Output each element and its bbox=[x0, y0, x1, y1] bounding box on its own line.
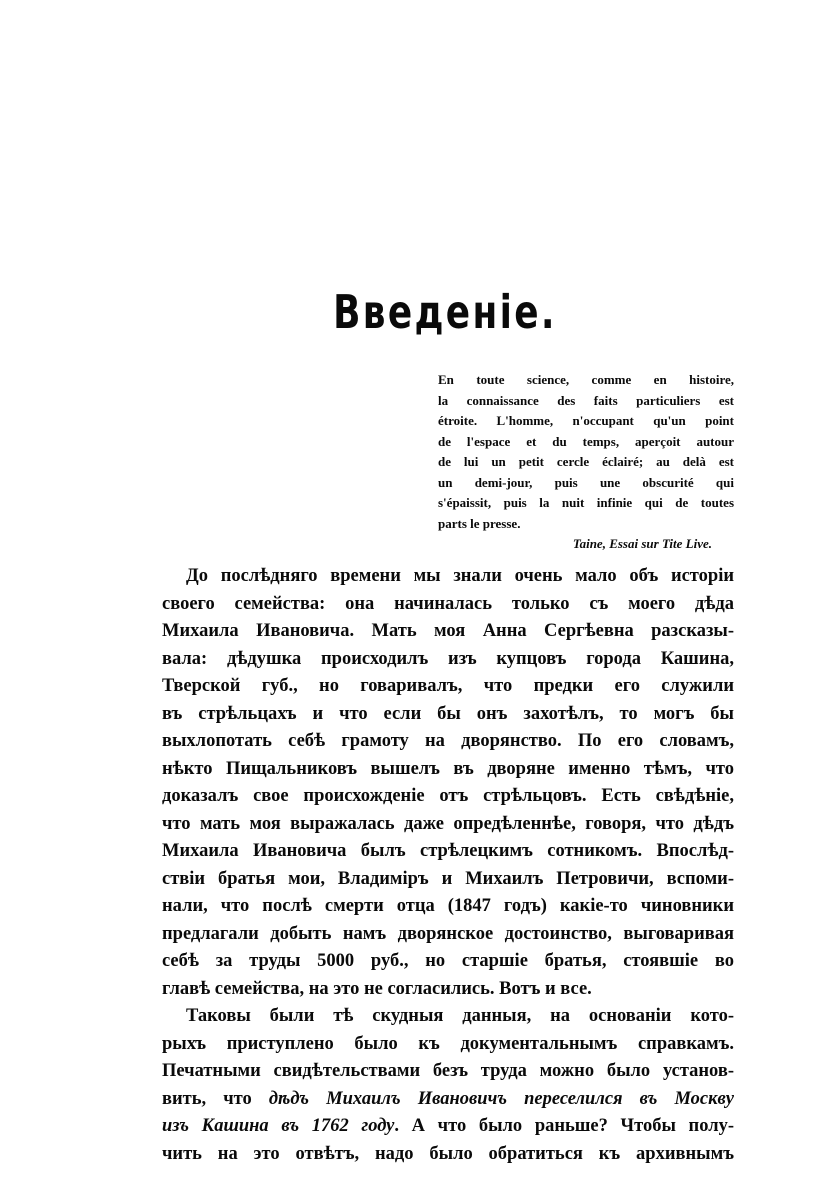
epigraph-line: de l'espace et du temps, aperçoit autour bbox=[438, 433, 734, 449]
epigraph-source: Taine, Essai sur Tite Live. bbox=[572, 536, 712, 551]
text-line-mixed bbox=[162, 1113, 734, 1141]
chapter-title: Введеніе. bbox=[333, 285, 557, 339]
text-line: рыхъ приступлено было къ документальнымъ справкамъ. bbox=[162, 1033, 734, 1054]
epigraph-line: En toute science, comme en histoire, bbox=[438, 372, 734, 387]
text-line: себѣ за труды 5000 руб., но старшіе братья, стоявшіе во bbox=[162, 951, 734, 971]
epigraph-line: de lui un petit cercle éclairé; au delà est bbox=[438, 454, 734, 469]
text-segment: . А что было раньше? Чтобы полу- bbox=[394, 1116, 735, 1136]
text-line: Тверской губ., но говаривалъ, что предки его служили bbox=[162, 676, 734, 696]
text-segment: вить, что bbox=[162, 1088, 252, 1109]
text-line: предлагали добыть намъ дворянское достоинство, выговаривая bbox=[162, 923, 734, 944]
text-line: въ стрѣльцахъ и что если бы онъ захотѣлъ, то могъ бы bbox=[162, 703, 734, 724]
text-line: своего семейства: она начиналась только съ моего дѣда bbox=[162, 593, 734, 614]
italic-phrase: дѣдъ Михаилъ Ивановичъ переселился въ Москву bbox=[268, 1088, 734, 1109]
text-line: нали, что послѣ смерти отца (1847 годъ) какіе-то чиновники bbox=[162, 896, 734, 916]
text-line: нѣкто Пищальниковъ вышелъ въ дворяне именно тѣмъ, что bbox=[162, 758, 734, 779]
epigraph bbox=[438, 370, 734, 555]
epigraph-line: étroite. L'homme, n'occupant qu'un point bbox=[438, 413, 734, 428]
text-line: вала: дѣдушка происходилъ изъ купцовъ города Кашина, bbox=[162, 648, 734, 669]
text-line: Михаила Ивановича. Мать моя Анна Сергѣевна разсказы- bbox=[162, 621, 734, 641]
text-line: доказалъ свое происхожденіе отъ стрѣльцовъ. Есть свѣдѣніе, bbox=[162, 786, 734, 806]
epigraph-line: s'épaissit, puis la nuit infinie qui de toutes bbox=[438, 495, 734, 510]
text-line: ствіи братья мои, Владиміръ и Михаилъ Петровичи, вспоми- bbox=[162, 868, 734, 889]
text-line: главѣ семейства, на это не согласились. Вотъ и все. bbox=[162, 978, 592, 999]
text-line: выхлопотать себѣ грамоту на дворянство. По его словамъ, bbox=[162, 731, 734, 751]
text-line: Таковы были тѣ скудныя данныя, на основаніи кото- bbox=[186, 1006, 734, 1026]
epigraph-line: la connaissance des faits particuliers est bbox=[438, 392, 734, 408]
text-line: Печатными свидѣтельствами безъ труда можно было установ- bbox=[162, 1061, 734, 1081]
text-line: чить на это отвѣтъ, надо было обратиться къ архивнымъ bbox=[162, 1143, 734, 1164]
body-text bbox=[162, 563, 734, 1168]
text-line: До послѣдняго времени мы знали очень мало объ исторіи bbox=[186, 566, 734, 586]
text-line: что мать моя выражалась даже опредѣленнѣе, говоря, что дѣдъ bbox=[162, 813, 734, 834]
text-line: Михаила Ивановича былъ стрѣлецкимъ сотникомъ. Впослѣд- bbox=[162, 841, 734, 861]
epigraph-line: un demi-jour, puis une obscurité qui bbox=[438, 474, 734, 490]
epigraph-line: parts le presse. bbox=[438, 515, 521, 531]
italic-phrase: изъ Кашина въ 1762 году bbox=[162, 1116, 395, 1136]
text-line-mixed bbox=[162, 1086, 734, 1114]
